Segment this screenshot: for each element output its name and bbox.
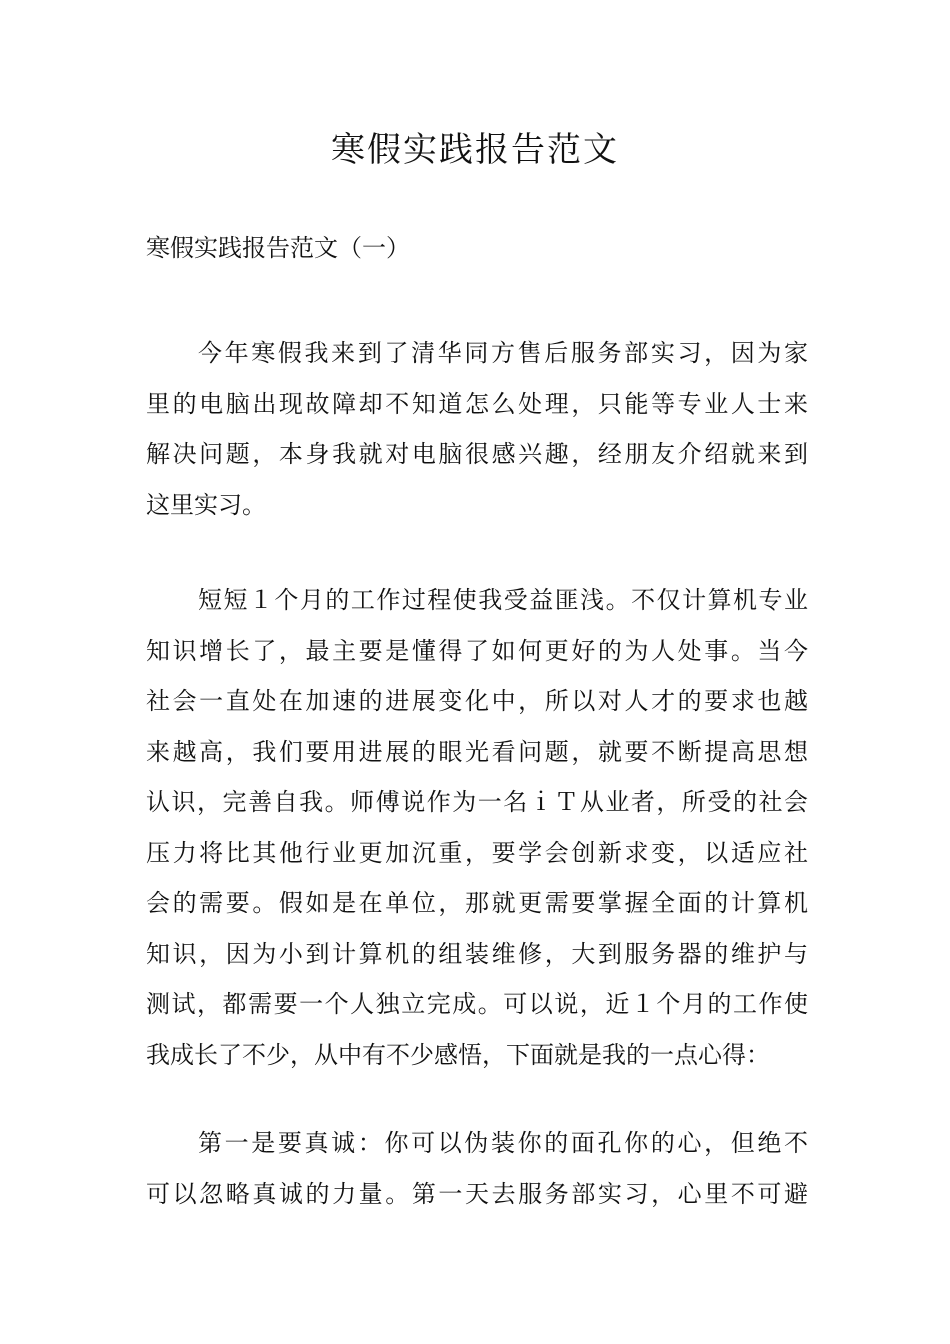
paragraph-line: 解决问题，本身我就对电脑很感兴趣，经朋友介绍就来到: [146, 440, 808, 468]
paragraph-line: 今年寒假我来到了清华同方售后服务部实习，因为家: [198, 339, 808, 367]
paragraph-line: 里的电脑出现故障却不知道怎么处理，只能等专业人士来: [146, 389, 808, 418]
paragraph-line: 第一是要真诚：你可以伪装你的面孔你的心，但绝不: [198, 1129, 808, 1157]
paragraph-line: 来越高，我们要用进展的眼光看问题，就要不断提高思想: [146, 737, 808, 766]
paragraph-3: [146, 1118, 808, 1219]
paragraph-line: 我成长了不少，从中有不少感悟，下面就是我的一点心得：: [146, 1040, 770, 1069]
paragraph-2: [146, 575, 808, 1080]
paragraph-1: [146, 328, 808, 530]
paragraph-line: 知识，因为小到计算机的组装维修，大到服务器的维护与: [146, 939, 808, 968]
paragraph-line: 这里实习。: [146, 490, 266, 519]
paragraph-line: 压力将比其他行业更加沉重，要学会创新求变，以适应社: [146, 838, 808, 867]
document-title: 寒假实践报告范文: [331, 130, 619, 170]
paragraph-line: 短短１个月的工作过程使我受益匪浅。不仅计算机专业: [198, 586, 808, 614]
paragraph-line: 社会一直处在加速的进展变化中，所以对人才的要求也越: [146, 687, 808, 715]
paragraph-line: 认识，完善自我。师傅说作为一名ｉＴ从业者，所受的社会: [146, 788, 808, 816]
section-heading: 寒假实践报告范文（一）: [146, 234, 410, 262]
paragraph-line: 知识增长了，最主要是懂得了如何更好的为人处事。当今: [146, 636, 808, 665]
paragraph-line: 测试，都需要一个人独立完成。可以说，近１个月的工作使: [146, 990, 808, 1018]
paragraph-line: 可以忽略真诚的力量。第一天去服务部实习，心里不可避: [146, 1179, 808, 1208]
paragraph-line: 会的需要。假如是在单位，那就更需要掌握全面的计算机: [146, 889, 808, 917]
